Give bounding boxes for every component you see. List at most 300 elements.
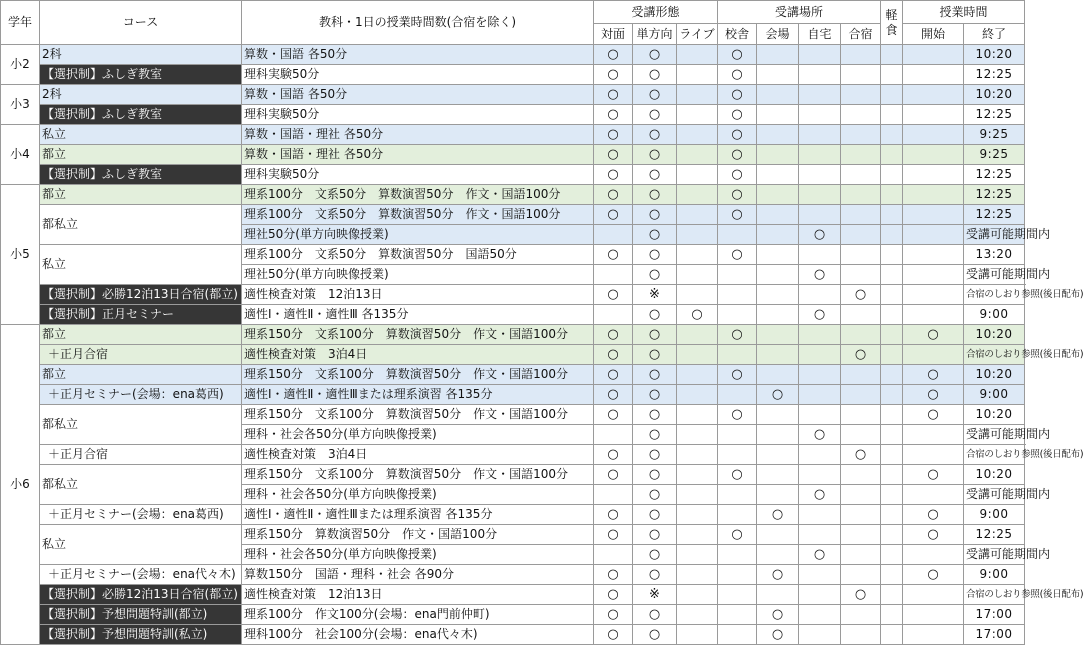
course-cell: 【選択制】必勝12泊13日合宿(都立) xyxy=(40,285,242,305)
empty-cell xyxy=(594,545,633,565)
empty-cell xyxy=(677,225,718,245)
empty-cell xyxy=(718,445,757,465)
circle-mark: ○ xyxy=(594,125,633,145)
circle-mark: ○ xyxy=(903,565,964,585)
circle-mark: ○ xyxy=(594,465,633,485)
empty-cell xyxy=(799,445,841,465)
empty-cell xyxy=(757,425,799,445)
empty-cell xyxy=(799,105,841,125)
empty-cell xyxy=(881,585,903,605)
course-cell: 私立 xyxy=(40,125,242,145)
circle-mark: ○ xyxy=(718,105,757,125)
empty-cell xyxy=(677,245,718,265)
circle-mark: ○ xyxy=(633,385,677,405)
empty-cell xyxy=(718,625,757,645)
empty-cell xyxy=(594,305,633,325)
empty-cell xyxy=(841,245,881,265)
empty-cell xyxy=(677,205,718,225)
circle-mark: ○ xyxy=(633,505,677,525)
empty-cell xyxy=(841,65,881,85)
empty-cell xyxy=(757,305,799,325)
empty-cell xyxy=(841,605,881,625)
empty-cell xyxy=(841,125,881,145)
circle-mark: ○ xyxy=(799,265,841,285)
circle-mark: ○ xyxy=(757,605,799,625)
time-note: 受講可能期間内 xyxy=(964,485,1025,505)
header-place-venue: 会場 xyxy=(757,24,799,45)
course-cell: ＋正月合宿 xyxy=(40,445,242,465)
empty-cell xyxy=(757,85,799,105)
time-start: 12:25 xyxy=(964,165,1025,185)
empty-cell xyxy=(757,125,799,145)
circle-mark: ○ xyxy=(594,245,633,265)
circle-mark: ○ xyxy=(757,505,799,525)
empty-cell xyxy=(757,165,799,185)
course-cell: 都立 xyxy=(40,365,242,385)
time-note: 受講可能期間内 xyxy=(964,425,1025,445)
empty-cell xyxy=(799,405,841,425)
circle-mark: ○ xyxy=(903,525,964,545)
course-cell: 私立 xyxy=(40,525,242,565)
empty-cell xyxy=(903,445,964,465)
circle-mark: ○ xyxy=(633,165,677,185)
subject-cell: 適性検査対策 12泊13日 xyxy=(242,285,594,305)
empty-cell xyxy=(757,145,799,165)
time-note: 受講可能期間内 xyxy=(964,225,1025,245)
empty-cell xyxy=(881,385,903,405)
empty-cell xyxy=(799,565,841,585)
empty-cell xyxy=(799,505,841,525)
empty-cell xyxy=(841,265,881,285)
header-time-end: 終了 xyxy=(964,24,1025,45)
empty-cell xyxy=(841,85,881,105)
course-cell: 都私立 xyxy=(40,465,242,505)
table-row xyxy=(1,345,1025,365)
empty-cell xyxy=(903,285,964,305)
empty-cell xyxy=(677,125,718,145)
circle-mark: ○ xyxy=(718,365,757,385)
table-row xyxy=(1,165,1025,185)
note-mark: ※ xyxy=(633,285,677,305)
time-start: 10:20 xyxy=(964,365,1025,385)
circle-mark: ○ xyxy=(594,105,633,125)
circle-mark: ○ xyxy=(594,345,633,365)
circle-mark: ○ xyxy=(633,625,677,645)
empty-cell xyxy=(841,185,881,205)
empty-cell xyxy=(757,245,799,265)
subject-cell: 適性検査対策 3泊4日 xyxy=(242,345,594,365)
empty-cell xyxy=(757,105,799,125)
empty-cell xyxy=(718,305,757,325)
time-start: 12:25 xyxy=(964,65,1025,85)
circle-mark: ○ xyxy=(633,465,677,485)
empty-cell xyxy=(841,165,881,185)
empty-cell xyxy=(841,545,881,565)
empty-cell xyxy=(677,465,718,485)
subject-cell: 適性Ⅰ・適性Ⅱ・適性Ⅲ 各135分 xyxy=(242,305,594,325)
empty-cell xyxy=(677,345,718,365)
empty-cell xyxy=(799,125,841,145)
header-format-group: 受講形態 xyxy=(594,1,718,24)
time-note: 合宿のしおり参照(後日配布) xyxy=(964,585,1025,605)
grade-cell: 小6 xyxy=(1,325,40,645)
empty-cell xyxy=(677,525,718,545)
course-cell: 都立 xyxy=(40,325,242,345)
empty-cell xyxy=(757,285,799,305)
empty-cell xyxy=(594,425,633,445)
header-time-start: 開始 xyxy=(903,24,964,45)
circle-mark: ○ xyxy=(799,425,841,445)
circle-mark: ○ xyxy=(718,165,757,185)
empty-cell xyxy=(881,445,903,465)
empty-cell xyxy=(881,305,903,325)
circle-mark: ○ xyxy=(633,525,677,545)
circle-mark: ○ xyxy=(718,85,757,105)
circle-mark: ○ xyxy=(903,505,964,525)
subject-cell: 理科実験50分 xyxy=(242,165,594,185)
time-start: 9:25 xyxy=(964,125,1025,145)
grade-cell: 小2 xyxy=(1,45,40,85)
empty-cell xyxy=(799,145,841,165)
note-mark: ※ xyxy=(633,585,677,605)
empty-cell xyxy=(881,625,903,645)
circle-mark: ○ xyxy=(718,185,757,205)
subject-cell: 理系100分 文系50分 算数演習50分 国語50分 xyxy=(242,245,594,265)
circle-mark: ○ xyxy=(841,345,881,365)
time-note: 合宿のしおり参照(後日配布) xyxy=(964,345,1025,365)
header-place-camp: 合宿 xyxy=(841,24,881,45)
circle-mark: ○ xyxy=(594,325,633,345)
empty-cell xyxy=(881,105,903,125)
circle-mark: ○ xyxy=(633,605,677,625)
empty-cell xyxy=(757,405,799,425)
empty-cell xyxy=(841,365,881,385)
header-course: コース xyxy=(40,1,242,45)
subject-cell: 理系150分 算数演習50分 作文・国語100分 xyxy=(242,525,594,545)
empty-cell xyxy=(757,365,799,385)
empty-cell xyxy=(903,545,964,565)
empty-cell xyxy=(718,345,757,365)
empty-cell xyxy=(677,585,718,605)
course-cell: 私立 xyxy=(40,245,242,285)
empty-cell xyxy=(799,285,841,305)
empty-cell xyxy=(881,465,903,485)
time-start: 9:00 xyxy=(964,505,1025,525)
circle-mark: ○ xyxy=(633,545,677,565)
empty-cell xyxy=(903,105,964,125)
circle-mark: ○ xyxy=(633,85,677,105)
circle-mark: ○ xyxy=(903,385,964,405)
empty-cell xyxy=(757,205,799,225)
header-place-home: 自宅 xyxy=(799,24,841,45)
circle-mark: ○ xyxy=(594,85,633,105)
empty-cell xyxy=(881,505,903,525)
course-cell: ＋正月セミナー(会場：ena葛西) xyxy=(40,505,242,525)
table-row xyxy=(1,85,1025,105)
empty-cell xyxy=(799,185,841,205)
course-cell: 2科 xyxy=(40,45,242,65)
course-cell: 【選択制】必勝12泊13日合宿(都立) xyxy=(40,585,242,605)
empty-cell xyxy=(677,265,718,285)
circle-mark: ○ xyxy=(757,565,799,585)
empty-cell xyxy=(841,565,881,585)
circle-mark: ○ xyxy=(633,185,677,205)
time-start: 17:00 xyxy=(964,625,1025,645)
empty-cell xyxy=(903,65,964,85)
empty-cell xyxy=(903,345,964,365)
circle-mark: ○ xyxy=(633,45,677,65)
empty-cell xyxy=(594,225,633,245)
empty-cell xyxy=(903,305,964,325)
time-start: 10:20 xyxy=(964,85,1025,105)
empty-cell xyxy=(841,525,881,545)
circle-mark: ○ xyxy=(799,225,841,245)
circle-mark: ○ xyxy=(633,65,677,85)
course-cell: 都私立 xyxy=(40,405,242,445)
circle-mark: ○ xyxy=(594,585,633,605)
circle-mark: ○ xyxy=(633,445,677,465)
time-start: 12:25 xyxy=(964,105,1025,125)
time-start: 9:25 xyxy=(964,145,1025,165)
empty-cell xyxy=(903,145,964,165)
empty-cell xyxy=(799,245,841,265)
time-start: 12:25 xyxy=(964,185,1025,205)
circle-mark: ○ xyxy=(799,305,841,325)
grade-cell: 小4 xyxy=(1,125,40,185)
empty-cell xyxy=(841,465,881,485)
empty-cell xyxy=(757,445,799,465)
time-start: 10:20 xyxy=(964,45,1025,65)
empty-cell xyxy=(881,485,903,505)
empty-cell xyxy=(841,225,881,245)
empty-cell xyxy=(718,225,757,245)
empty-cell xyxy=(881,425,903,445)
empty-cell xyxy=(841,105,881,125)
subject-cell: 理系150分 文系100分 算数演習50分 作文・国語100分 xyxy=(242,365,594,385)
time-start: 10:20 xyxy=(964,325,1025,345)
empty-cell xyxy=(677,85,718,105)
circle-mark: ○ xyxy=(594,605,633,625)
course-cell: ＋正月合宿 xyxy=(40,345,242,365)
course-cell: ＋正月セミナー(会場：ena葛西) xyxy=(40,385,242,405)
subject-cell: 算数・国語 各50分 xyxy=(242,45,594,65)
empty-cell xyxy=(757,325,799,345)
empty-cell xyxy=(881,285,903,305)
time-start: 9:00 xyxy=(964,305,1025,325)
empty-cell xyxy=(757,265,799,285)
time-start: 17:00 xyxy=(964,605,1025,625)
empty-cell xyxy=(841,325,881,345)
empty-cell xyxy=(677,145,718,165)
table-row xyxy=(1,385,1025,405)
empty-cell xyxy=(841,45,881,65)
circle-mark: ○ xyxy=(633,425,677,445)
empty-cell xyxy=(757,485,799,505)
subject-cell: 理系100分 作文100分(会場：ena門前仲町) xyxy=(242,605,594,625)
subject-cell: 適性Ⅰ・適性Ⅱ・適性Ⅲまたは理系演習 各135分 xyxy=(242,385,594,405)
circle-mark: ○ xyxy=(841,585,881,605)
circle-mark: ○ xyxy=(718,65,757,85)
course-cell: 【選択制】ふしぎ教室 xyxy=(40,65,242,85)
circle-mark: ○ xyxy=(799,485,841,505)
empty-cell xyxy=(799,165,841,185)
empty-cell xyxy=(903,85,964,105)
empty-cell xyxy=(718,505,757,525)
table-row xyxy=(1,285,1025,305)
empty-cell xyxy=(841,505,881,525)
time-start: 13:20 xyxy=(964,245,1025,265)
grade-cell: 小5 xyxy=(1,185,40,325)
empty-cell xyxy=(757,465,799,485)
empty-cell xyxy=(881,325,903,345)
time-start: 9:00 xyxy=(964,385,1025,405)
time-start: 12:25 xyxy=(964,525,1025,545)
empty-cell xyxy=(718,425,757,445)
circle-mark: ○ xyxy=(903,465,964,485)
empty-cell xyxy=(881,225,903,245)
empty-cell xyxy=(677,165,718,185)
course-cell: ＋正月セミナー(会場：ena代々木) xyxy=(40,565,242,585)
empty-cell xyxy=(594,485,633,505)
circle-mark: ○ xyxy=(633,405,677,425)
empty-cell xyxy=(903,185,964,205)
empty-cell xyxy=(757,65,799,85)
table-row xyxy=(1,245,1025,265)
schedule-body xyxy=(1,45,1083,645)
empty-cell xyxy=(881,525,903,545)
circle-mark: ○ xyxy=(594,505,633,525)
time-note: 受講可能期間内 xyxy=(964,265,1025,285)
empty-cell xyxy=(677,325,718,345)
empty-cell xyxy=(799,325,841,345)
empty-cell xyxy=(903,425,964,445)
empty-cell xyxy=(903,165,964,185)
empty-cell xyxy=(881,405,903,425)
table-row xyxy=(1,505,1025,525)
empty-cell xyxy=(881,185,903,205)
header-format-oneway: 単方向 xyxy=(633,24,677,45)
circle-mark: ○ xyxy=(594,165,633,185)
empty-cell xyxy=(903,265,964,285)
subject-cell: 理系150分 文系100分 算数演習50分 作文・国語100分 xyxy=(242,405,594,425)
empty-cell xyxy=(881,45,903,65)
circle-mark: ○ xyxy=(594,385,633,405)
empty-cell xyxy=(594,265,633,285)
subject-cell: 適性Ⅰ・適性Ⅱ・適性Ⅲまたは理系演習 各135分 xyxy=(242,505,594,525)
circle-mark: ○ xyxy=(633,305,677,325)
empty-cell xyxy=(881,65,903,85)
empty-cell xyxy=(677,625,718,645)
empty-cell xyxy=(757,185,799,205)
empty-cell xyxy=(677,605,718,625)
empty-cell xyxy=(799,625,841,645)
header-subjects: 教科・1日の授業時間数(合宿を除く) xyxy=(242,1,594,45)
time-note: 合宿のしおり参照(後日配布) xyxy=(964,285,1025,305)
empty-cell xyxy=(881,545,903,565)
circle-mark: ○ xyxy=(718,145,757,165)
subject-cell: 理科・社会各50分(単方向映像授業) xyxy=(242,425,594,445)
circle-mark: ○ xyxy=(594,525,633,545)
table-row xyxy=(1,325,1025,345)
table-row xyxy=(1,65,1025,85)
circle-mark: ○ xyxy=(633,125,677,145)
empty-cell xyxy=(903,625,964,645)
circle-mark: ○ xyxy=(594,205,633,225)
empty-cell xyxy=(677,385,718,405)
course-cell: 【選択制】正月セミナー xyxy=(40,305,242,325)
circle-mark: ○ xyxy=(594,365,633,385)
empty-cell xyxy=(799,365,841,385)
table-row xyxy=(1,365,1025,385)
table-row xyxy=(1,125,1025,145)
circle-mark: ○ xyxy=(633,565,677,585)
empty-cell xyxy=(841,305,881,325)
course-cell: 都立 xyxy=(40,185,242,205)
empty-cell xyxy=(799,525,841,545)
empty-cell xyxy=(903,205,964,225)
circle-mark: ○ xyxy=(718,45,757,65)
header-format-face: 対面 xyxy=(594,24,633,45)
empty-cell xyxy=(677,105,718,125)
course-cell: 都立 xyxy=(40,145,242,165)
empty-cell xyxy=(677,485,718,505)
empty-cell xyxy=(799,65,841,85)
circle-mark: ○ xyxy=(594,185,633,205)
empty-cell xyxy=(677,425,718,445)
circle-mark: ○ xyxy=(594,565,633,585)
empty-cell xyxy=(881,265,903,285)
time-start: 10:20 xyxy=(964,405,1025,425)
empty-cell xyxy=(799,345,841,365)
empty-cell xyxy=(881,565,903,585)
course-cell: 都私立 xyxy=(40,205,242,245)
empty-cell xyxy=(881,365,903,385)
empty-cell xyxy=(799,465,841,485)
empty-cell xyxy=(757,525,799,545)
empty-cell xyxy=(903,485,964,505)
subject-cell: 理系150分 文系100分 算数演習50分 作文・国語100分 xyxy=(242,325,594,345)
subject-cell: 算数・国語・理社 各50分 xyxy=(242,145,594,165)
circle-mark: ○ xyxy=(799,545,841,565)
circle-mark: ○ xyxy=(594,405,633,425)
empty-cell xyxy=(757,345,799,365)
empty-cell xyxy=(718,605,757,625)
subject-cell: 理科100分 社会100分(会場：ena代々木) xyxy=(242,625,594,645)
subject-cell: 理科実験50分 xyxy=(242,65,594,85)
subject-cell: 理社50分(単方向映像授業) xyxy=(242,265,594,285)
circle-mark: ○ xyxy=(841,285,881,305)
empty-cell xyxy=(841,145,881,165)
circle-mark: ○ xyxy=(903,365,964,385)
header-place-group: 受講場所 xyxy=(718,1,881,24)
empty-cell xyxy=(903,125,964,145)
circle-mark: ○ xyxy=(718,465,757,485)
empty-cell xyxy=(718,545,757,565)
empty-cell xyxy=(757,585,799,605)
empty-cell xyxy=(841,205,881,225)
circle-mark: ○ xyxy=(594,625,633,645)
subject-cell: 適性検査対策 12泊13日 xyxy=(242,585,594,605)
empty-cell xyxy=(677,65,718,85)
empty-cell xyxy=(881,85,903,105)
empty-cell xyxy=(799,85,841,105)
circle-mark: ○ xyxy=(594,45,633,65)
empty-cell xyxy=(841,405,881,425)
course-cell: 2科 xyxy=(40,85,242,105)
circle-mark: ○ xyxy=(718,325,757,345)
table-row xyxy=(1,205,1025,225)
circle-mark: ○ xyxy=(718,125,757,145)
